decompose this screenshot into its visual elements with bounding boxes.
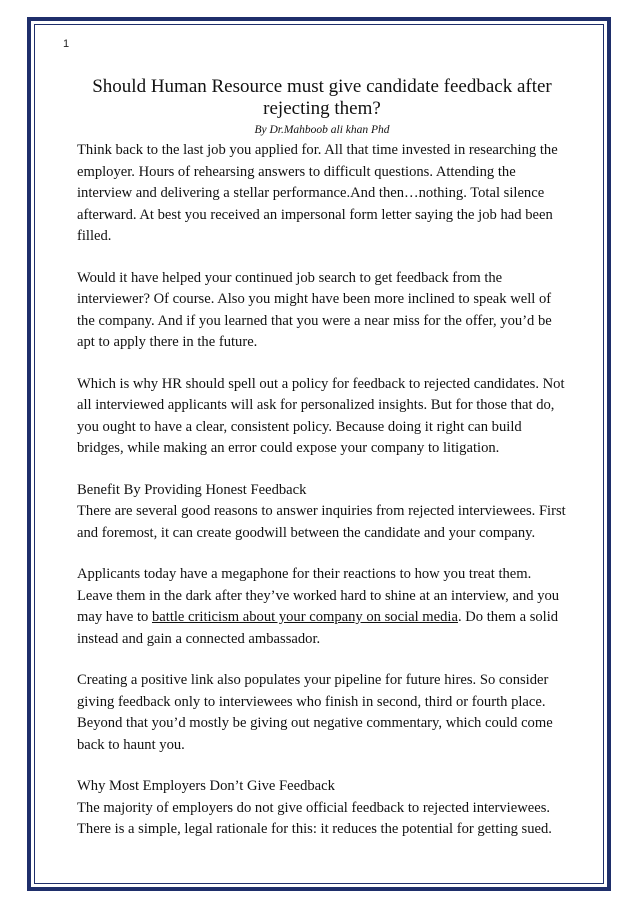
paragraph-megaphone <box>77 564 567 650</box>
paragraph-reasons: There are several good reasons to answer inquiries from rejected interviewees. First and foremost, it can create goodwill between the candidate and your company. <box>77 503 566 541</box>
paragraph-megaphone-text-a: Applicants today have a megaphone for their reactions to how you treat them. Leave them in the dark after they’ve worked hard to shine at an interview, and you may have to <box>77 566 560 625</box>
author-byline: By Dr.Mahboob ali khan Phd <box>254 124 390 136</box>
section-heading-benefits: Benefit By Providing Honest Feedback <box>77 481 307 498</box>
section-heading-why-not: Why Most Employers Don’t Give Feedback <box>77 778 335 794</box>
document-title: Should Human Resource must give candidate feedback after rejecting them? <box>92 76 552 119</box>
social-media-criticism-link[interactable]: battle criticism about your company on social media <box>151 609 458 625</box>
paragraph-legal-rationale: The majority of employers do not give official feedback to rejected interviewees. There is a simple, legal rationale for this: it reduces the potential for getting sued. <box>77 799 552 837</box>
page-number: 1 <box>63 38 70 50</box>
paragraph-feedback-help: Would it have helped your continued job search to get feedback from the interviewer? Of course. Also you might have been more inclined to speak well of the company. And if you learned that you were a near miss for the offer, you’d be apt to apply there in the future. <box>77 269 552 350</box>
document-body <box>77 76 567 861</box>
paragraph-pipeline: Creating a positive link also populates your pipeline for future hires. So consider giving feedback only to interviewees who finish in second, third or fourth place. Beyond that you’d mostly be giving out negative commentary, which could come back to haunt you. <box>77 672 553 753</box>
paragraph-intro: Think back to the last job you applied for. All that time invested in researching the employer. Hours of rehearsing answers to difficult questions. Attending the interview and delivering a stellar performance.And then…nothing. Total silence afterward. At best you received an impersonal form letter saying the job had been filled. <box>77 142 558 244</box>
paragraph-megaphone-text-b: . Do them a solid instead and gain a connected ambassador. <box>77 609 559 647</box>
paragraph-hr-policy: Which is why HR should spell out a policy for feedback to rejected candidates. Not all interviewed applicants will ask for personalized insights. But for those that do, you ought to have a clear, consistent policy. Because doing it right can build bridges, while making an error could expose your company to litigation. <box>77 375 565 456</box>
